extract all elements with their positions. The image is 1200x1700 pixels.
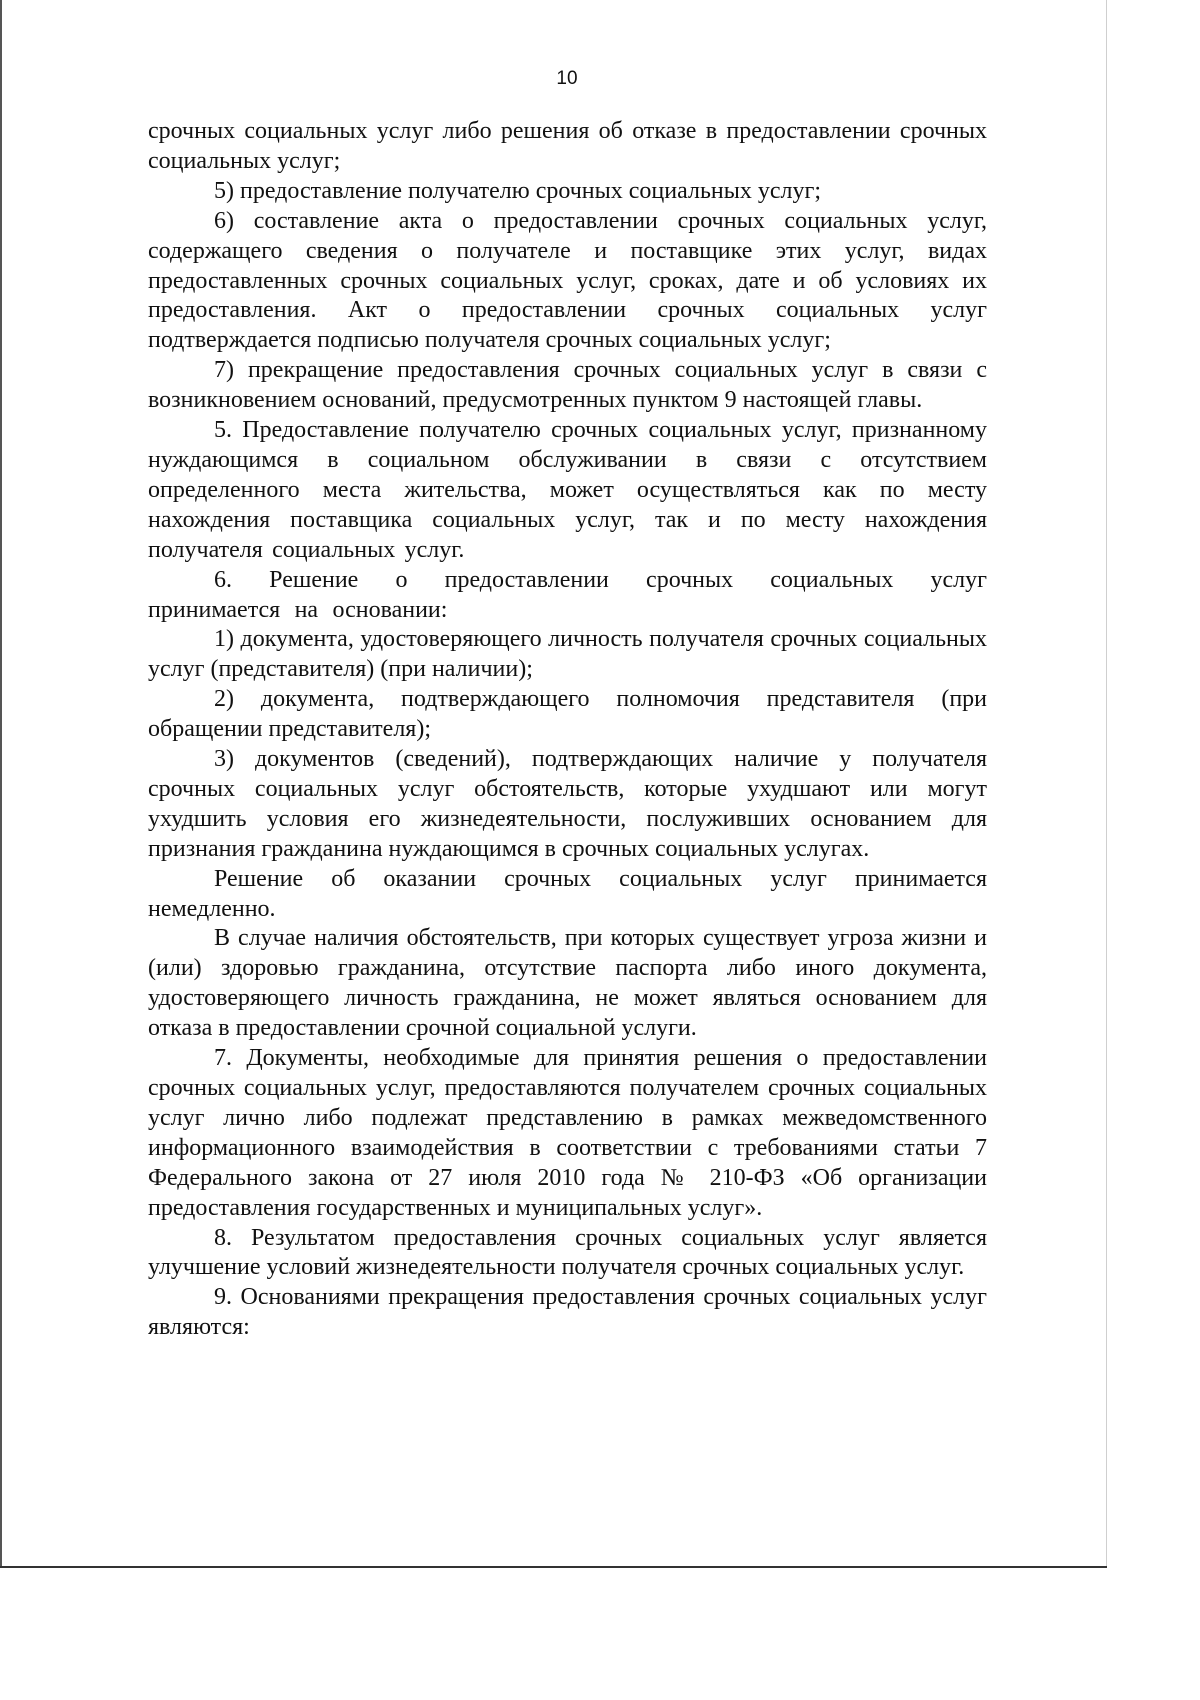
decision-paragraph: Решение об оказании срочных социальных услуг принимается немедленно. [148,865,987,922]
clause-8: 8. Результатом предоставления срочных социальных услуг является улучшение условий жизнедеятельности получателя срочных социальных услуг. [148,1224,987,1281]
clause-6-item-3: 3) документов (сведений), подтверждающих наличие у получателя срочных социальных услуг обстоятельств, которые ухудшают или могут ухудшить условия его жизнедеятельности, послуживших основанием для признания гражданина нуждающимся в срочных социальных услугах. [148,746,987,862]
clause-6: 6. Решение о предоставлении срочных социальных услуг принимается на основании: [148,566,987,623]
list-item-6: 6) составление акта о предоставлении срочных социальных услуг, содержащего сведения о получателе и поставщике этих услуг, видах предоставленных срочных социальных услуг, сроках, дате и об условиях их предоставления. Акт о предоставлении срочных социальных услуг подтверждается подписью получателя срочных социальных услуг; [148,207,987,354]
document-body [148,117,987,1343]
page-number: 10 [556,68,578,89]
clause-6-item-2: 2) документа, подтверждающего полномочия представителя (при обращении представителя); [148,686,987,743]
clause-6-item-1: 1) документа, удостоверяющего личность получателя срочных социальных услуг (представителя) (при наличии); [148,626,987,683]
clause-5: 5. Предоставление получателю срочных социальных услуг, признанному нуждающимся в социальном обслуживании в связи с отсутствием определенного места жительства, может осуществляться как по месту нахождения поставщика социальных услуг, так и по месту нахождения получателя социальных услуг. [148,417,987,563]
paragraph-continuation: срочных социальных услуг либо решения об отказе в предоставлении срочных социальных услуг; [148,118,987,174]
clause-7: 7. Документы, необходимые для принятия решения о предоставлении срочных социальных услуг, предоставляются получателем срочных социальных услуг лично либо подлежат представлению в рамках межведомственного информационного взаимодействия в соответствии с требованиями статьи 7 Федерального закона от 27 июля 2010 года № 210-ФЗ «Об организации предоставления государственных и муниципальных услуг». [148,1045,987,1221]
clause-9: 9. Основаниями прекращения предоставления срочных социальных услуг являются: [148,1284,987,1341]
scan-edge-bottom [0,1566,1107,1568]
list-item-5: 5) предоставление получателю срочных социальных услуг; [214,177,822,204]
scan-edge-right [1106,0,1107,1568]
list-item-7: 7) прекращение предоставления срочных социальных услуг в связи с возникновением оснований, предусмотренных пунктом 9 настоящей главы. [148,357,987,414]
emergency-paragraph: В случае наличия обстоятельств, при которых существует угроза жизни и (или) здоровью гражданина, отсутствие паспорта либо иного документа, удостоверяющего личность гражданина, не может являться основанием для отказа в предоставлении срочной социальной услуги. [148,925,987,1042]
scan-edge-left [0,0,2,1568]
